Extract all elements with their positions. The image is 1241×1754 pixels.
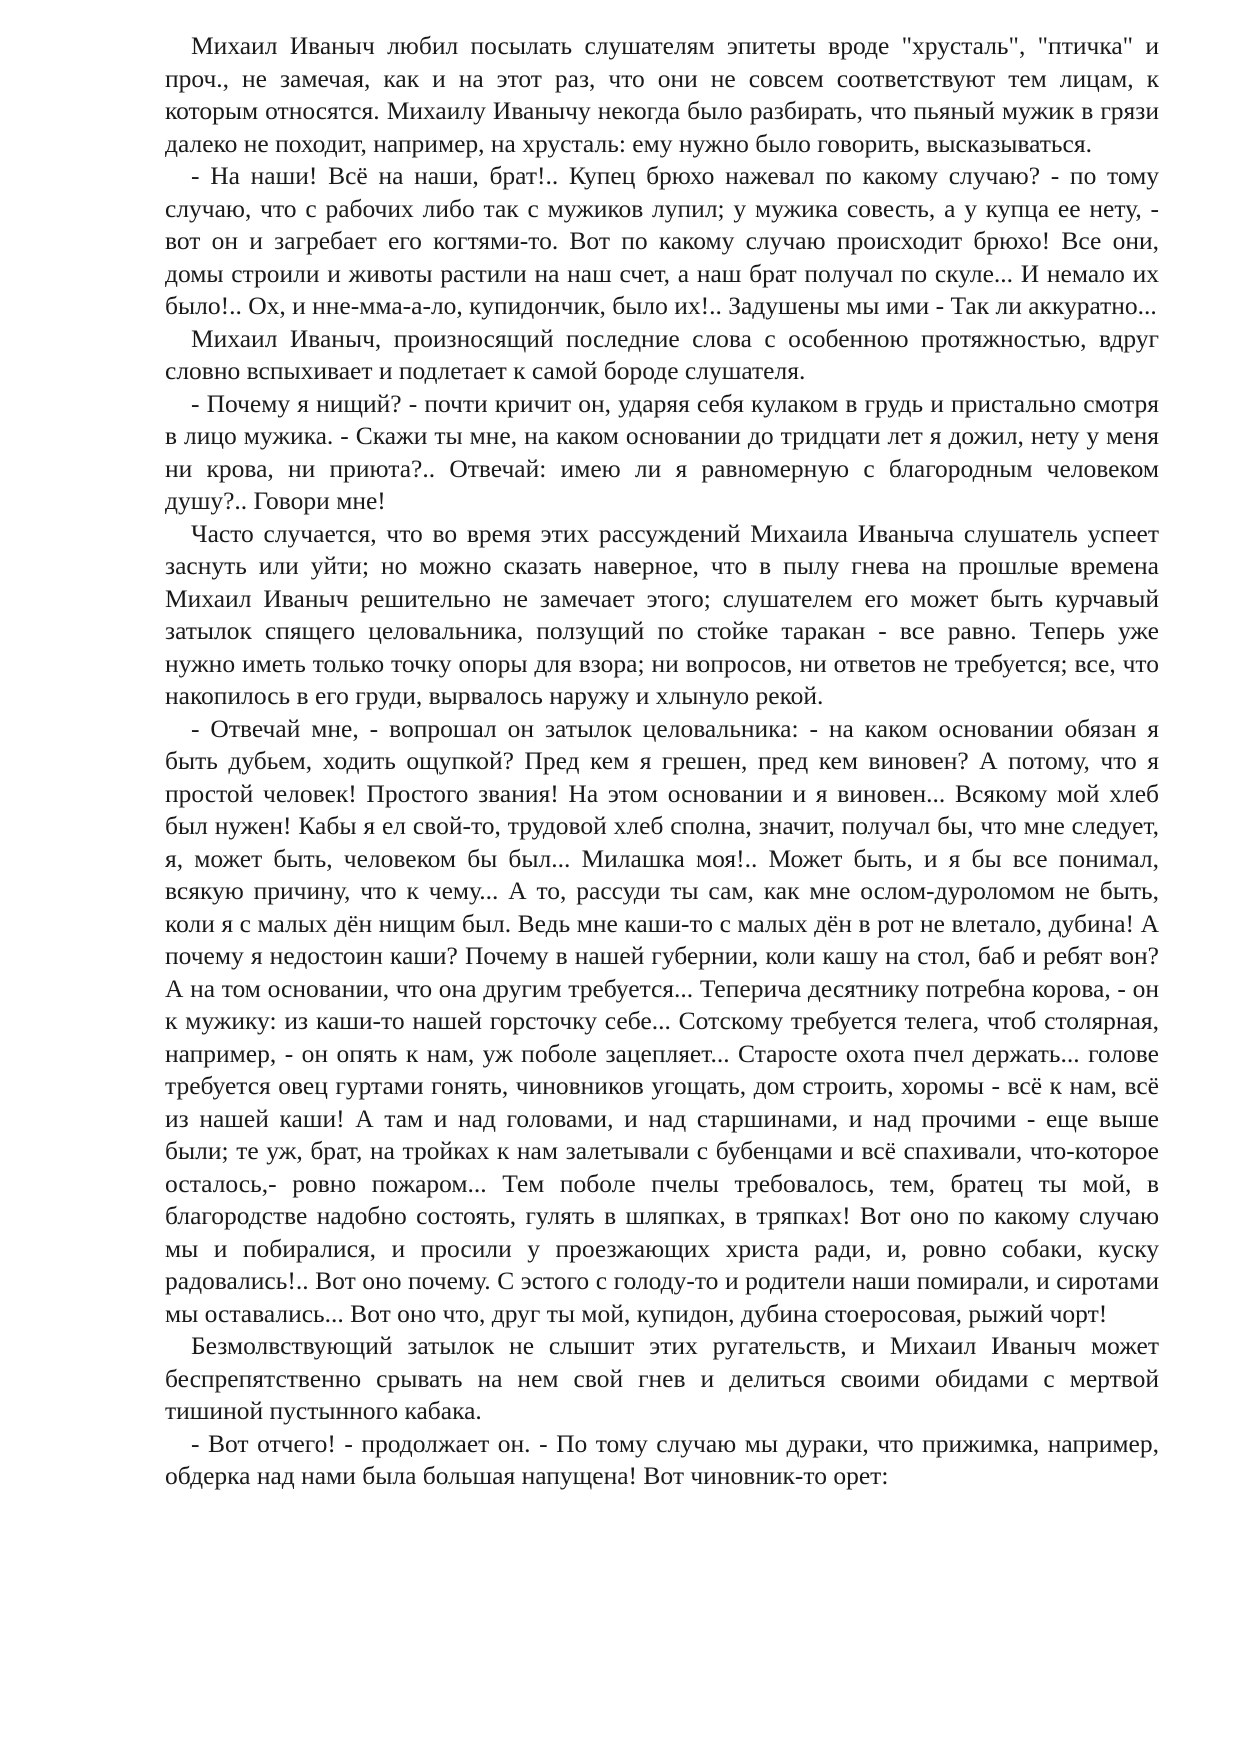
paragraph-4: - Почему я нищий? - почти кричит он, ударяя себя кулаком в грудь и пристально смотря в лицо мужика. - Скажи ты мне, на каком основании до тридцати лет я дожил, нету у меня ни крова, ни приюта?.. Отвечай: имею ли я равномерную с благородным человеком душу?.. Говори мне! [165, 388, 1159, 515]
paragraph-8: - Вот отчего! - продолжает он. - По тому случаю мы дураки, что прижимка, например, обдерка над нами была большая напущена! Вот чиновник-то орет: [165, 1428, 1159, 1490]
paragraph-3: Михаил Иваныч, произносящий последние слова с особенною протяжностью, вдруг словно вспыхивает и подлетает к самой бороде слушателя. [165, 323, 1159, 385]
paragraph-7: Безмолвствующий затылок не слышит этих ругательств, и Михаил Иваныч может беспрепятственно срывать на нем свой гнев и делиться своими обидами с мертвой тишиной пустынного кабака. [165, 1331, 1159, 1425]
paragraph-5: Часто случается, что во время этих рассуждений Михаила Иваныча слушатель успеет заснуть или уйти; но можно сказать наверное, что в пылу гнева на прошлые времена Михаил Иваныч решительно не замечает этого; слушателем его может быть курчавый затылок спящего целовальника, ползущий по стойке таракан - все равно. Теперь уже нужно иметь только точку опоры для взора; ни вопросов, ни ответов не требуется; все, что накопилось в его груди, вырвалось наружу и хлынуло рекой. [165, 518, 1159, 710]
paragraph-2: - На наши! Всё на наши, брат!.. Купец брюхо нажевал по какому случаю? - по тому случаю, что с рабочих либо так с мужиков лупил; у мужика совесть, а у купца ее нету, - вот он и загребает его когтями-то. Вот по какому случаю происходит брюхо! Все они, домы строили и животы растили на наш счет, а наш брат получал по скуле... И немало их было!.. Ох, и нне-мма-а-ло, купидончик, было их!.. Задушены мы ими - Так ли аккуратно... [165, 161, 1159, 320]
paragraph-1: Михаил Иваныч любил посылать слушателям эпитеты вроде "хрусталь", "птичка" и проч., не замечая, как и на этот раз, что они не совсем соответствуют тем лицам, к которым относятся. Михаилу Иванычу некогда было разбирать, что пьяный мужик в грязи далеко не походит, например, на хрусталь: ему нужно было говорить, высказываться. [165, 31, 1159, 158]
paragraph-6: - Отвечай мне, - вопрошал он затылок целовальника: - на каком основании обязан я быть дубьем, ходить ощупкой? Пред кем я грешен, пред кем виновен? А потому, что я простой человек! Простого звания! На этом основании и я виновен... Всякому мой хлеб был нужен! Кабы я ел свой-то, трудовой хлеб сполна, значит, получал бы, что мне следует, я, может быть, человеком бы был... Милашка моя!.. Может быть, и я бы все понимал, всякую причину, что к чему... А то, рассуди ты сам, как мне ослом-дуроломом не быть, коли я с малых дён нищим был. Ведь мне каши-то с малых дён в рот не влетало, дубина! А почему я недостоин каши? Почему в нашей губернии, коли кашу на стол, баб и ребят вон? А на том основании, что она другим требуется... Теперича десятнику потребна корова, - он к мужику: из каши-то нашей горсточку себе... Сотскому требуется телега, чтоб столярная, например, - он опять к нам, уж поболе зацепляет... Старосте охота пчел держать... голове требуется овец гуртами гонять, чиновников угощать, дом строить, хоромы - всё к нам, всё из нашей каши! А там и над головами, и над старшинами, и над прочими - еще выше были; те уж, брат, на тройках к нам залетывали с бубенцами и всё спахивали, что-которое осталось,- ровно пожаром... Тем поболе пчелы требовалось, тем, братец ты мой, в благородстве надобно состоять, гулять в шляпках, в тряпках! Вот оно по какому случаю мы и побиралися, и просили у проезжающих христа ради, и, ровно собаки, куску радовались!.. Вот оно почему. С эстого с голоду-то и родители наши помирали, и сиротами мы оставались... Вот оно что, друг ты мой, купидон, дубина стоеросовая, рыжий чорт! [165, 713, 1159, 1328]
document-page [165, 30, 1159, 1730]
